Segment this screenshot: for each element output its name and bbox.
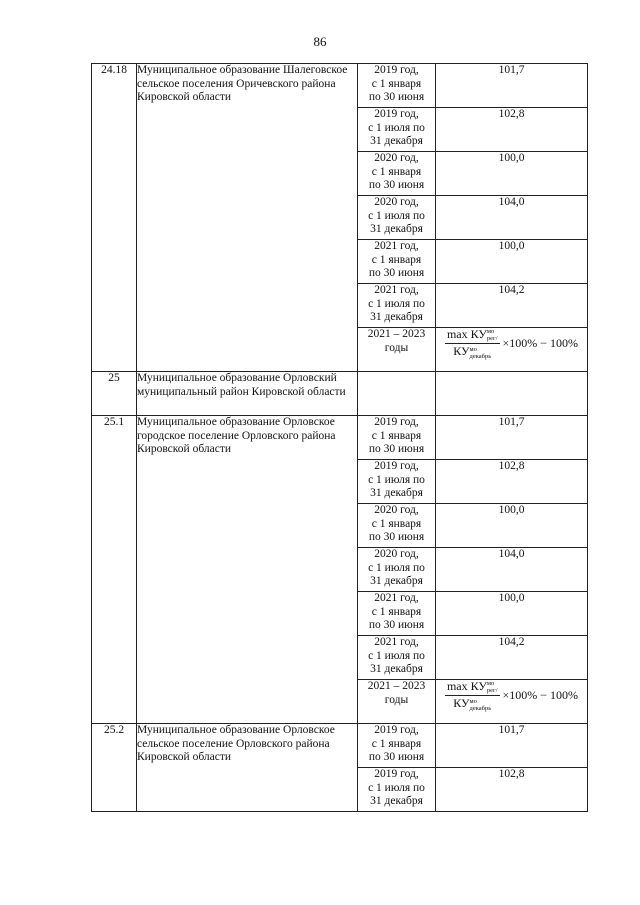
period-line: 31 декабря [370,487,423,499]
period-cell [358,724,436,768]
index-value: 102,8 [436,108,588,152]
formula-sub: декабрь [469,704,492,712]
period-line: с 1 января [371,737,422,750]
index-value: 100,0 [436,152,588,196]
period-line: 2019 год, [374,724,419,736]
formula-sup: мо [486,680,495,688]
period-line: 2019 год, [374,768,419,780]
index-value: 104,0 [436,196,588,240]
index-value: 100,0 [436,240,588,284]
period-line: 2019 год, [374,460,419,472]
formula-sub: рег/ [486,335,498,343]
formula-sub: декабрь [469,352,492,360]
period-line: с 1 июля по [368,209,425,222]
index-value: 104,2 [436,636,588,680]
period-line: 31 декабря [370,795,423,807]
period-line: с 1 января [371,77,422,90]
period-cell [358,680,436,724]
index-value: 100,0 [436,504,588,548]
index-value [436,372,588,416]
formula-indices [470,698,492,712]
period-cell [358,64,436,108]
tariff-table [91,63,588,812]
period-line: с 1 января [371,253,422,266]
index-value: 100,0 [436,592,588,636]
period-line: 31 декабря [370,575,423,587]
period-line: 31 декабря [370,135,423,147]
period-line: с 1 января [371,429,422,442]
formula-numerator [445,328,500,344]
period-line: по 30 июня [368,267,425,279]
period-cell [358,240,436,284]
period-cell [358,284,436,328]
period-line: 2020 год, [374,196,419,208]
formula-max-ku: max КУ [446,679,487,693]
formula-sup: мо [469,697,477,705]
period-line: с 1 января [371,165,422,178]
period-line: с 1 июля по [368,649,425,662]
period-cell [358,504,436,548]
period-line: 2021 год, [374,636,419,648]
formula-sup: мо [486,328,495,336]
period-line: по 30 июня [368,619,425,631]
period-line: с 1 января [371,517,422,530]
formula-ku: КУ [453,696,470,711]
period-cell [358,108,436,152]
period-line: 2021 год, [374,240,419,252]
period-line: 31 декабря [370,663,423,675]
formula-indices [487,328,498,342]
index-formula [436,680,587,712]
period-line: 2019 год, [374,64,419,76]
period-line: 2020 год, [374,548,419,560]
formula-sub: рег/ [486,687,498,695]
period-cell [358,768,436,812]
period-line: с 1 июля по [368,561,425,574]
period-line: по 30 июня [368,179,425,191]
row-number: 24.18 [92,64,137,372]
index-value: 102,8 [436,460,588,504]
period-cell [358,592,436,636]
period-line: по 30 июня [368,751,425,763]
period-line: по 30 июня [368,443,425,455]
period-cell [358,416,436,460]
formula-cell [436,328,588,372]
index-value: 102,8 [436,768,588,812]
formula-fraction [445,680,500,712]
period-cell [358,372,436,416]
table-row [92,724,588,768]
table-row [92,372,588,416]
index-value: 101,7 [436,416,588,460]
index-value: 104,2 [436,284,588,328]
period-cell [358,328,436,372]
period-line: 2019 год, [374,416,419,428]
table-row [92,64,588,108]
period-line: с 1 июля по [368,297,425,310]
period-line: по 30 июня [368,531,425,543]
index-value: 101,7 [436,724,588,768]
period-line: 2021 – 2023 [367,680,426,692]
index-formula [436,328,587,360]
formula-tail: ×100% − 100% [502,336,579,350]
period-line: с 1 июля по [368,781,425,794]
formula-max-ku: max КУ [446,327,487,341]
period-cell [358,460,436,504]
period-line: годы [384,341,409,354]
municipality-name: Муниципальное образование Шалеговское сельское поселения Оричевского района Кировской области [137,64,358,372]
formula-sup: мо [469,345,477,353]
row-number: 25.2 [92,724,137,812]
period-line: 2019 год, [374,108,419,120]
period-line: 2021 год, [374,592,419,604]
formula-indices [470,346,492,360]
formula-indices [487,680,498,694]
formula-fraction [445,328,500,360]
municipality-name: Муниципальное образование Орловский муниципальный район Кировской области [137,372,358,416]
formula-denominator [451,696,493,711]
formula-ku: КУ [453,344,470,359]
period-line: по 30 июня [368,91,425,103]
period-line: 2020 год, [374,504,419,516]
index-value: 101,7 [436,64,588,108]
period-line: годы [384,693,409,706]
period-line: 2021 – 2023 [367,328,426,340]
index-value: 104,0 [436,548,588,592]
municipality-name: Муниципальное образование Орловское городское поселение Орловского района Кировской области [137,416,358,724]
formula-numerator [445,680,500,696]
page-number: 86 [313,34,327,49]
period-line: с 1 января [371,605,422,618]
period-line: 31 декабря [370,223,423,235]
period-cell [358,196,436,240]
formula-tail: ×100% − 100% [502,688,579,702]
period-line: 31 декабря [370,311,423,323]
period-line: 2021 год, [374,284,419,296]
period-line: 2020 год, [374,152,419,164]
period-cell [358,636,436,680]
period-cell [358,152,436,196]
table-row [92,416,588,460]
row-number: 25.1 [92,416,137,724]
period-line: с 1 июля по [368,121,425,134]
period-cell [358,548,436,592]
row-number: 25 [92,372,137,416]
formula-denominator [451,344,493,359]
municipality-name: Муниципальное образование Орловское сельское поселение Орловского района Кировской области [137,724,358,812]
formula-cell [436,680,588,724]
period-line: с 1 июля по [368,473,425,486]
